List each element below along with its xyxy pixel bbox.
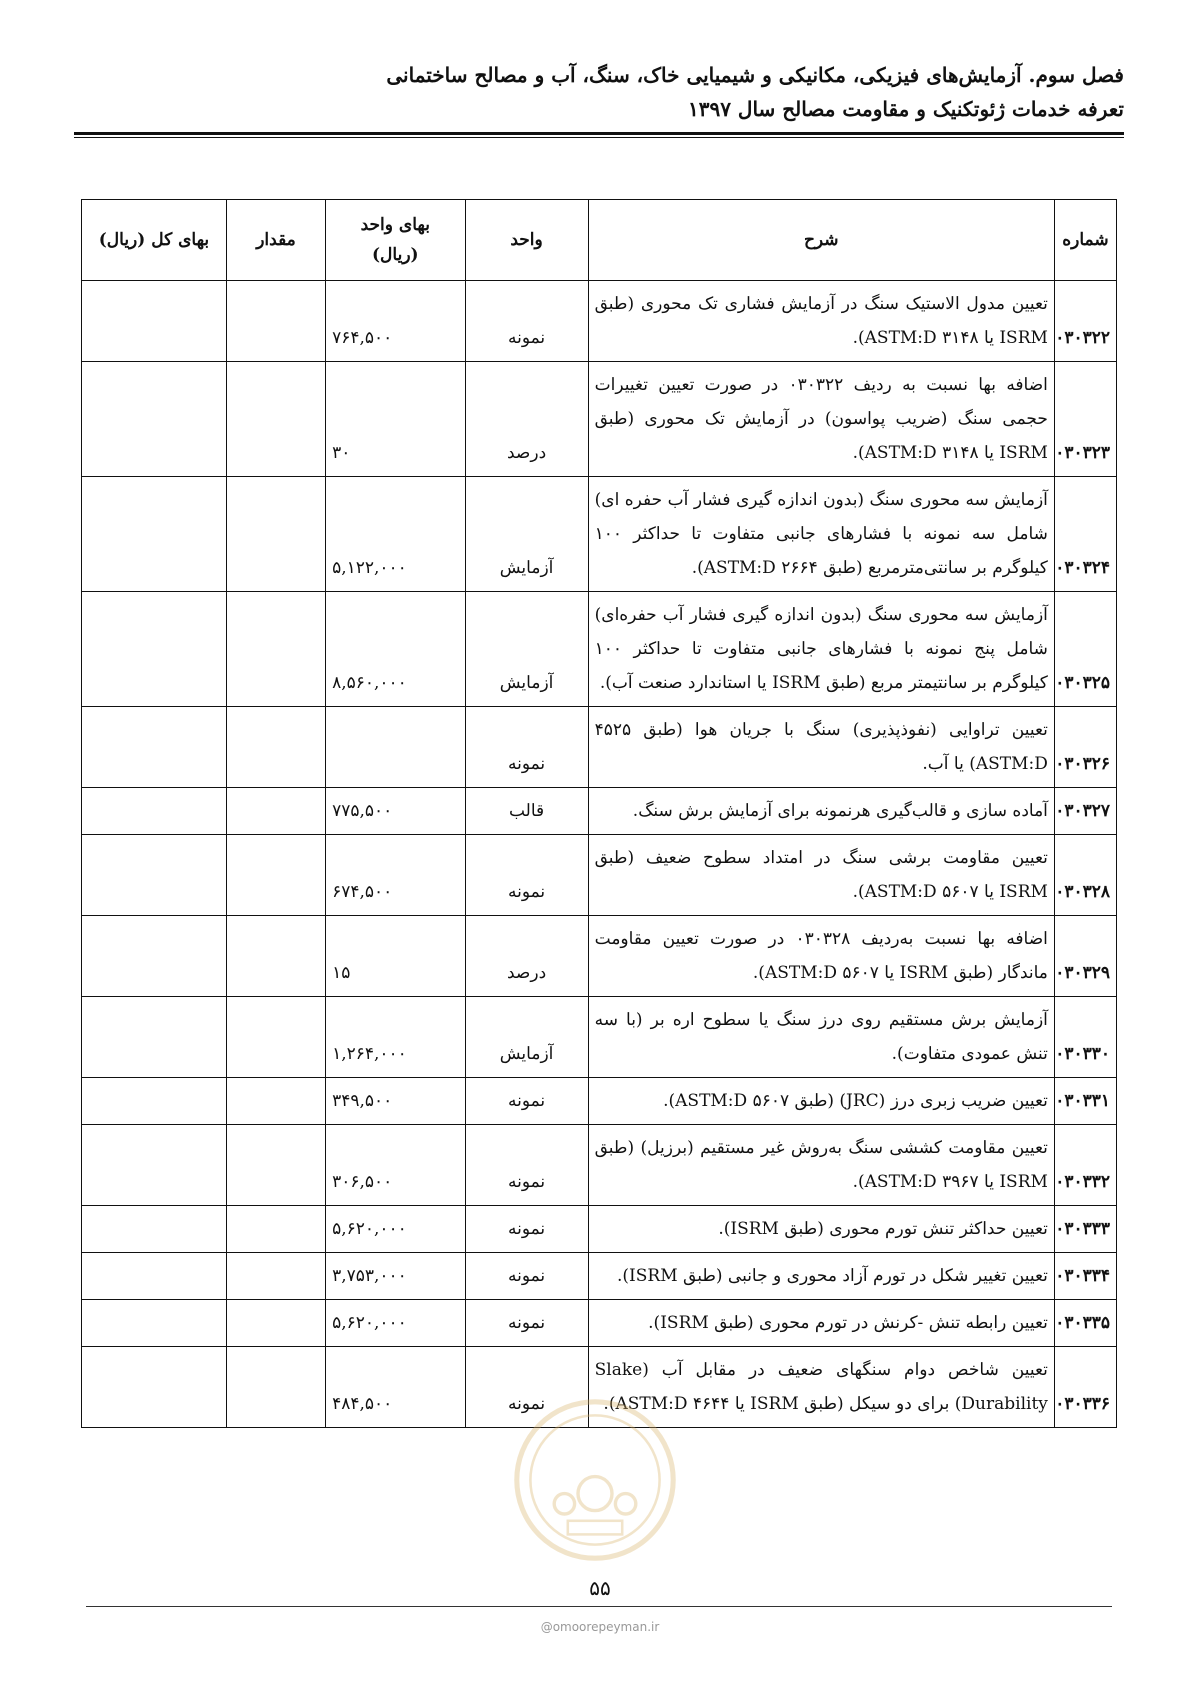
row-unit-price: ۷۶۴,۵۰۰ <box>326 281 465 362</box>
table-row <box>82 1300 1117 1347</box>
row-unit-price: ۶۷۴,۵۰۰ <box>326 835 465 916</box>
row-unit: درصد <box>465 916 588 997</box>
row-qty <box>226 592 325 707</box>
row-qty <box>226 477 325 592</box>
row-total <box>82 788 227 835</box>
table-row <box>82 1347 1117 1428</box>
footer-rule <box>86 1606 1112 1607</box>
row-unit: قالب <box>465 788 588 835</box>
row-total <box>82 592 227 707</box>
row-code: ۰۳۰۳۳۵ <box>1054 1300 1116 1347</box>
row-description: آماده سازی و قالب‌گیری هرنمونه برای آزمایش برش سنگ. <box>588 788 1054 835</box>
table-row <box>82 477 1117 592</box>
row-unit-price: ۱,۲۶۴,۰۰۰ <box>326 997 465 1078</box>
row-code: ۰۳۰۳۲۹ <box>1054 916 1116 997</box>
website-watermark: @omoorepeyman.ir <box>540 1620 660 1634</box>
row-description: آزمایش سه محوری سنگ (بدون اندازه گیری فشار آب حفره‌ای) شامل پنج نمونه با فشارهای جانبی متفاوت تا حداکثر ۱۰۰ کیلوگرم بر سانتیمتر مربع (طبق ISRM یا استاندارد صنعت آب). <box>588 592 1054 707</box>
row-total <box>82 835 227 916</box>
row-unit: نمونه <box>465 1300 588 1347</box>
header-rule-thin <box>74 137 1124 138</box>
row-qty <box>226 1253 325 1300</box>
row-unit: آزمایش <box>465 592 588 707</box>
row-description: اضافه بها نسبت به ردیف ۰۳۰۳۲۲ در صورت تعیین تغییرات حجمی سنگ (ضریب پواسون) در آزمایش تک محوری (طبق ISRM یا ۳۱۴۸ ASTM:D). <box>588 362 1054 477</box>
row-qty <box>226 1300 325 1347</box>
row-code: ۰۳۰۳۲۲ <box>1054 281 1116 362</box>
row-code: ۰۳۰۳۳۳ <box>1054 1206 1116 1253</box>
col-header-unit-price <box>326 200 465 281</box>
table-row <box>82 916 1117 997</box>
row-total <box>82 1206 227 1253</box>
tariff-title: تعرفه خدمات ژئوتکنیک و مقاومت مصالح سال ۱۳۹۷ <box>687 97 1124 121</box>
col-header-code: شماره <box>1054 200 1116 281</box>
col-header-desc: شرح <box>588 200 1054 281</box>
row-unit: نمونه <box>465 707 588 788</box>
row-code: ۰۳۰۳۲۴ <box>1054 477 1116 592</box>
table-row <box>82 1125 1117 1206</box>
row-unit-price <box>326 707 465 788</box>
row-unit: نمونه <box>465 281 588 362</box>
row-total <box>82 1253 227 1300</box>
chapter-title: فصل سوم. آزمایش‌های فیزیکی، مکانیکی و شیمیایی خاک، سنگ، آب و مصالح ساختمانی <box>386 63 1124 87</box>
table-row <box>82 1078 1117 1125</box>
row-description: تعیین شاخص دوام سنگهای ضعیف در مقابل آب (Slake Durability) برای دو سیکل (طبق ISRM یا ۴۶۴۴ ASTM:D). <box>588 1347 1054 1428</box>
row-qty <box>226 835 325 916</box>
row-unit-price: ۳۰ <box>326 362 465 477</box>
row-code: ۰۳۰۳۳۴ <box>1054 1253 1116 1300</box>
row-description: تعیین ضریب زبری درز (JRC) (طبق ۵۶۰۷ ASTM:D). <box>588 1078 1054 1125</box>
row-total <box>82 1078 227 1125</box>
row-qty <box>226 281 325 362</box>
row-unit: نمونه <box>465 1206 588 1253</box>
row-unit: درصد <box>465 362 588 477</box>
row-unit: نمونه <box>465 1125 588 1206</box>
row-unit: نمونه <box>465 1347 588 1428</box>
row-unit-price: ۳۴۹,۵۰۰ <box>326 1078 465 1125</box>
table-row <box>82 707 1117 788</box>
col-header-total: بهای کل (ریال) <box>82 200 227 281</box>
row-qty <box>226 1347 325 1428</box>
row-qty <box>226 916 325 997</box>
row-description: تعیین مقاومت کششی سنگ به‌روش غیر مستقیم (برزیل) (طبق ISRM یا ۳۹۶۷ ASTM:D). <box>588 1125 1054 1206</box>
row-total <box>82 707 227 788</box>
row-qty <box>226 997 325 1078</box>
row-code: ۰۳۰۳۳۰ <box>1054 997 1116 1078</box>
row-description: تعیین تغییر شکل در تورم آزاد محوری و جانبی (طبق ISRM). <box>588 1253 1054 1300</box>
row-unit-price: ۵,۶۲۰,۰۰۰ <box>326 1300 465 1347</box>
row-unit: نمونه <box>465 1253 588 1300</box>
row-unit-price: ۸,۵۶۰,۰۰۰ <box>326 592 465 707</box>
table-row <box>82 1253 1117 1300</box>
row-code: ۰۳۰۳۲۷ <box>1054 788 1116 835</box>
row-qty <box>226 1078 325 1125</box>
page-number: ۵۵ <box>589 1576 611 1600</box>
col-header-unit: واحد <box>465 200 588 281</box>
row-description: تعیین تراوایی (نفوذپذیری) سنگ با جریان هوا (طبق ۴۵۲۵ ASTM:D) یا آب. <box>588 707 1054 788</box>
table-row <box>82 997 1117 1078</box>
row-code: ۰۳۰۳۳۲ <box>1054 1125 1116 1206</box>
row-total <box>82 281 227 362</box>
row-description: تعیین مدول الاستیک سنگ در آزمایش فشاری تک محوری (طبق ISRM یا ۳۱۴۸ ASTM:D). <box>588 281 1054 362</box>
row-total <box>82 362 227 477</box>
row-description: اضافه بها نسبت به‌ردیف ۰۳۰۳۲۸ در صورت تعیین مقاومت ماندگار (طبق ISRM یا ۵۶۰۷ ASTM:D). <box>588 916 1054 997</box>
row-code: ۰۳۰۳۲۸ <box>1054 835 1116 916</box>
table-row <box>82 1206 1117 1253</box>
row-unit: آزمایش <box>465 997 588 1078</box>
row-description: آزمایش برش مستقیم روی درز سنگ یا سطوح اره بر (با سه تنش عمودی متفاوت). <box>588 997 1054 1078</box>
row-total <box>82 477 227 592</box>
table-row <box>82 362 1117 477</box>
row-unit: آزمایش <box>465 477 588 592</box>
page-header <box>74 58 1124 126</box>
row-total <box>82 997 227 1078</box>
row-code: ۰۳۰۳۳۱ <box>1054 1078 1116 1125</box>
row-code: ۰۳۰۳۲۶ <box>1054 707 1116 788</box>
row-qty <box>226 707 325 788</box>
row-unit-price: ۵,۶۲۰,۰۰۰ <box>326 1206 465 1253</box>
table-row <box>82 281 1117 362</box>
row-unit-price: ۳,۷۵۳,۰۰۰ <box>326 1253 465 1300</box>
row-unit-price: ۳۰۶,۵۰۰ <box>326 1125 465 1206</box>
col-header-qty: مقدار <box>226 200 325 281</box>
row-description: آزمایش سه محوری سنگ (بدون اندازه گیری فشار آب حفره ای) شامل سه نمونه با فشارهای جانبی متفاوت تا حداکثر ۱۰۰ کیلوگرم بر سانتی‌مترمربع (طبق ۲۶۶۴ ASTM:D). <box>588 477 1054 592</box>
table-row <box>82 788 1117 835</box>
header-rule <box>74 132 1124 135</box>
col-header-unit-price-label: بهای واحد <box>360 215 430 235</box>
row-code: ۰۳۰۳۲۵ <box>1054 592 1116 707</box>
row-qty <box>226 1206 325 1253</box>
row-description: تعیین مقاومت برشی سنگ در امتداد سطوح ضعیف (طبق ISRM یا ۵۶۰۷ ASTM:D). <box>588 835 1054 916</box>
tariff-table <box>81 199 1117 1428</box>
row-total <box>82 916 227 997</box>
row-description: تعیین حداکثر تنش تورم محوری (طبق ISRM). <box>588 1206 1054 1253</box>
row-unit: نمونه <box>465 1078 588 1125</box>
row-code: ۰۳۰۳۳۶ <box>1054 1347 1116 1428</box>
table-row <box>82 835 1117 916</box>
col-header-unit-price-currency: (ریال) <box>372 245 419 265</box>
row-qty <box>226 788 325 835</box>
row-qty <box>226 362 325 477</box>
row-unit: نمونه <box>465 835 588 916</box>
row-total <box>82 1125 227 1206</box>
row-total <box>82 1347 227 1428</box>
table-row <box>82 592 1117 707</box>
row-description: تعیین رابطه تنش -کرنش در تورم محوری (طبق ISRM). <box>588 1300 1054 1347</box>
table-header-row <box>82 200 1117 281</box>
row-unit-price: ۵,۱۲۲,۰۰۰ <box>326 477 465 592</box>
row-total <box>82 1300 227 1347</box>
row-qty <box>226 1125 325 1206</box>
row-code: ۰۳۰۳۲۳ <box>1054 362 1116 477</box>
row-unit-price: ۱۵ <box>326 916 465 997</box>
row-unit-price: ۴۸۴,۵۰۰ <box>326 1347 465 1428</box>
row-unit-price: ۷۷۵,۵۰۰ <box>326 788 465 835</box>
